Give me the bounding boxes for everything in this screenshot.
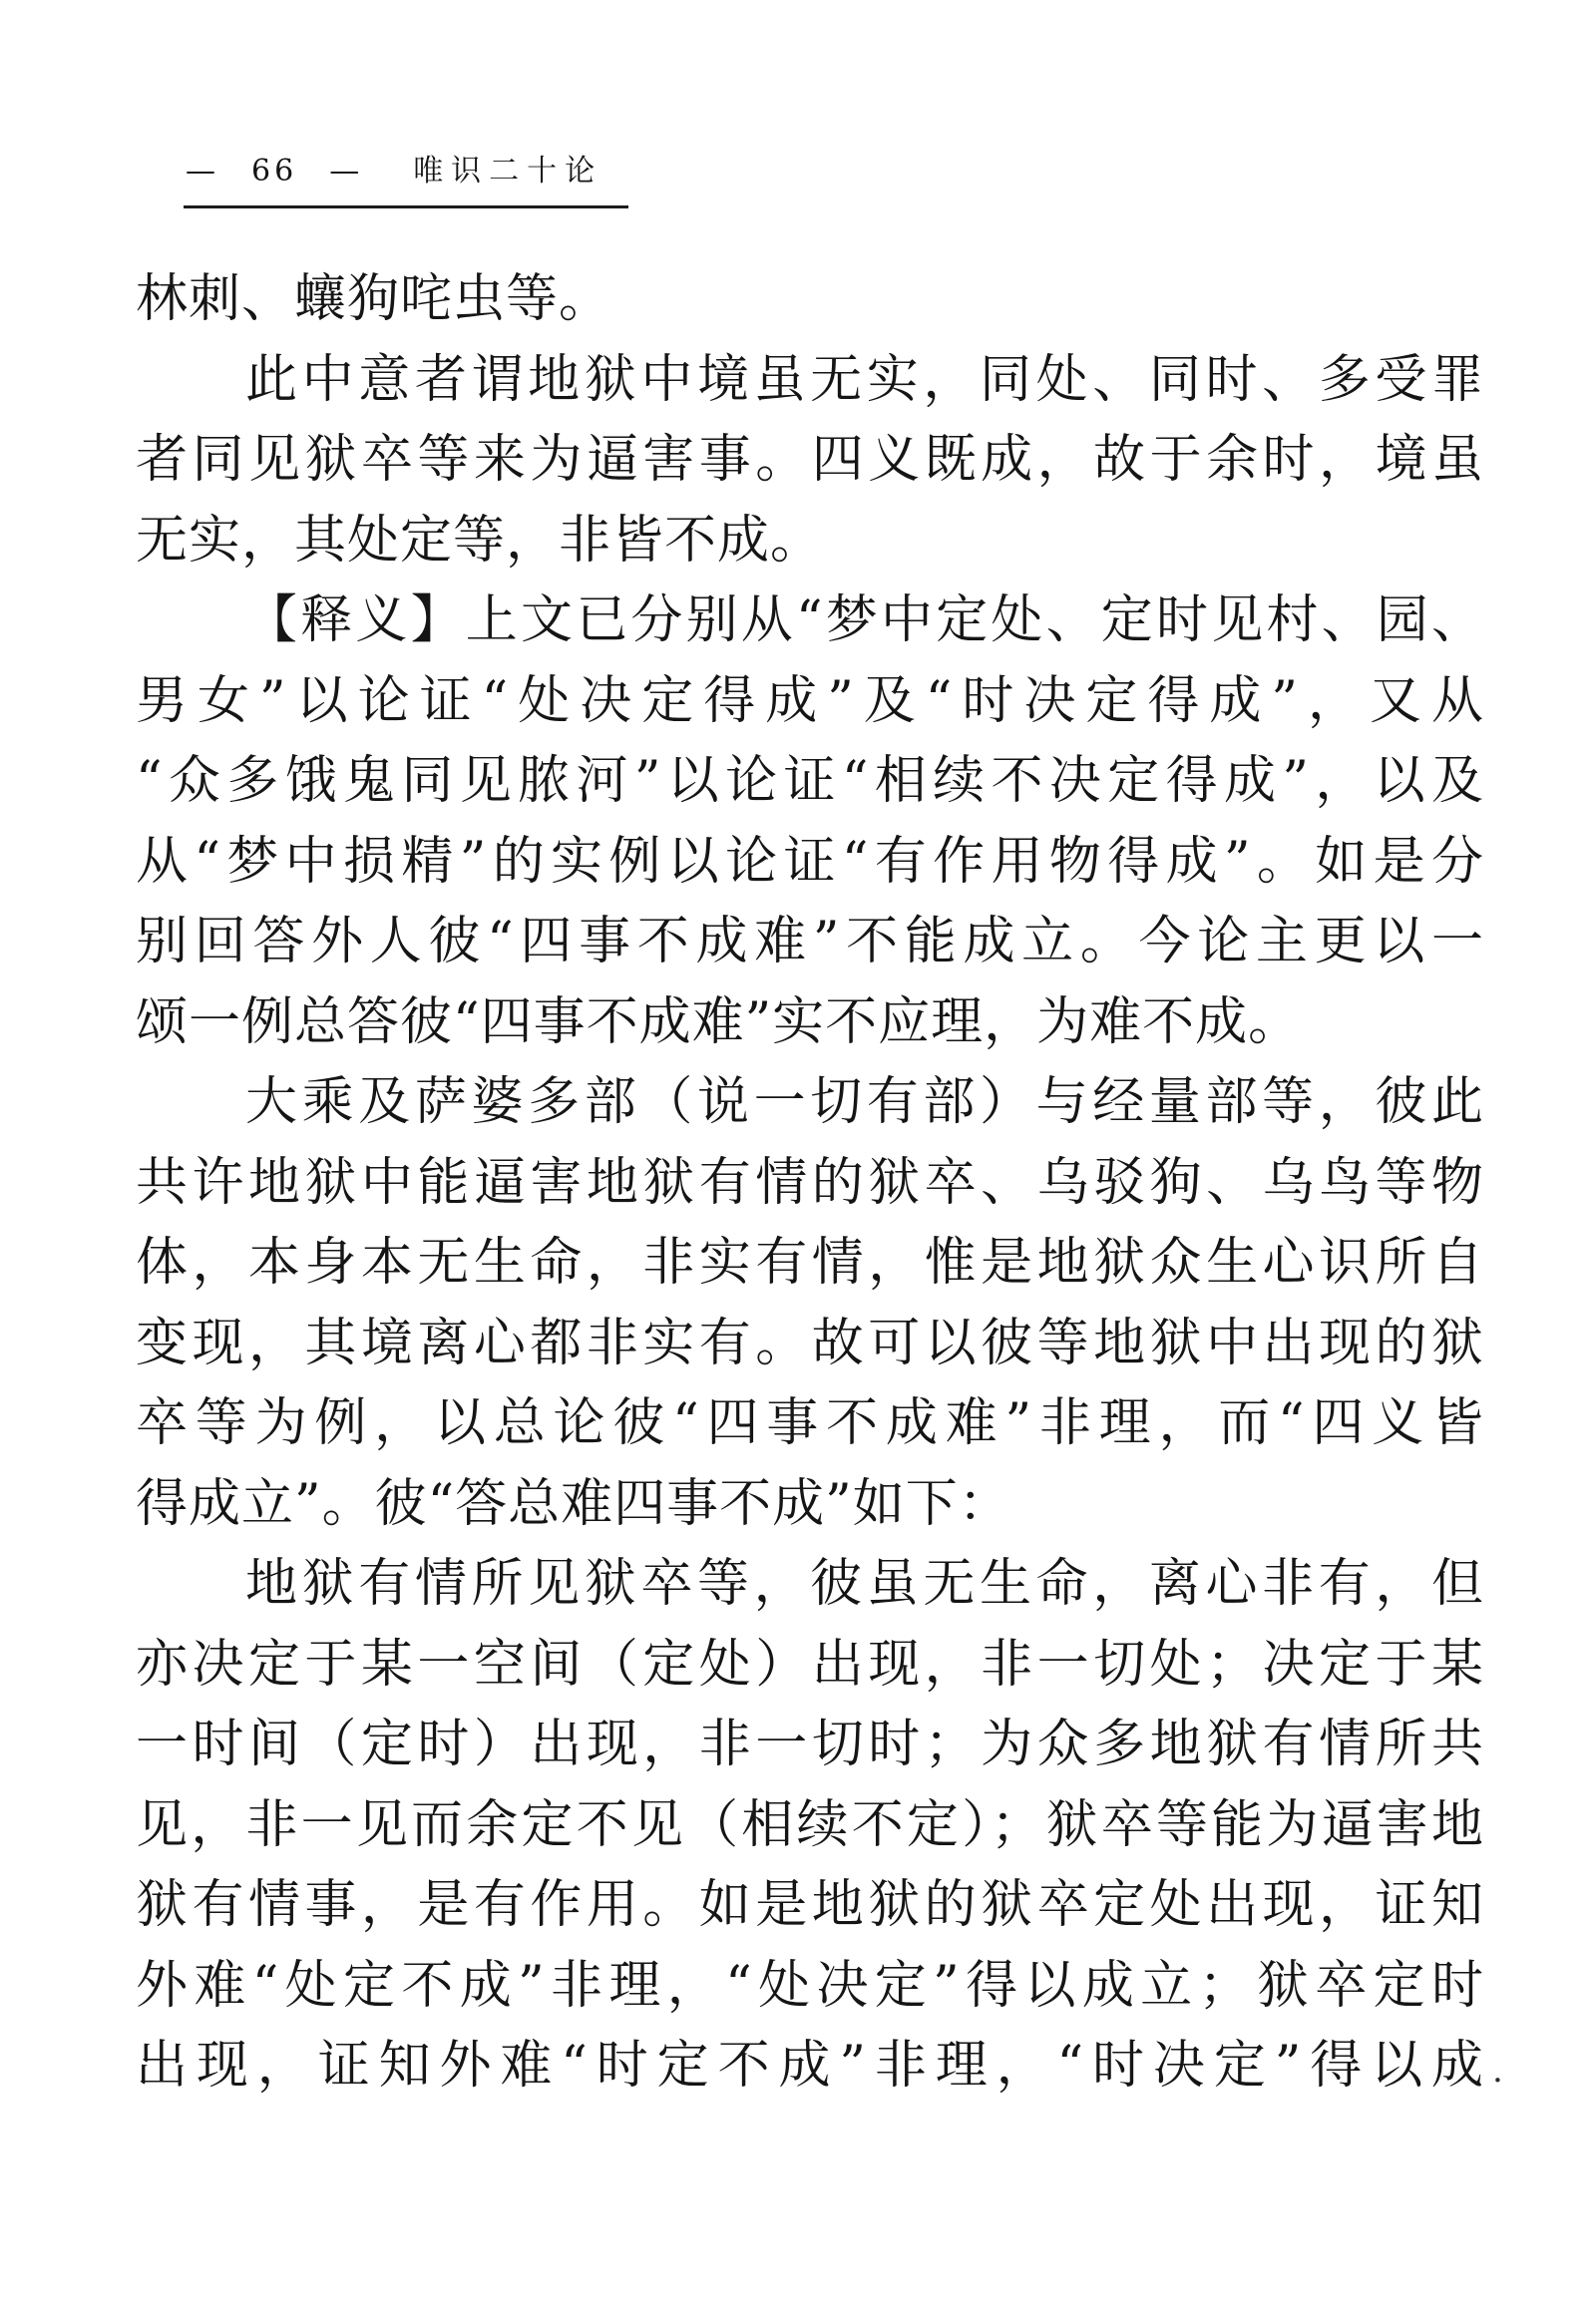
text-line: 男女”以论证“处决定得成”及“时决定得成”，又从 bbox=[136, 670, 1484, 731]
text-line: 出现，证知外难“时定不成”非理，“时决定”得以成 bbox=[136, 2036, 1484, 2096]
text-line: “众多饿鬼同见脓河”以论证“相续不决定得成”，以及 bbox=[136, 751, 1484, 811]
text-line: 亦决定于某一空间（定处）出现，非一切处；决定于某 bbox=[136, 1634, 1484, 1695]
text-line: 共许地狱中能逼害地狱有情的狱卒、乌驳狗、乌鸟等物 bbox=[136, 1152, 1484, 1213]
header-dash-right: — bbox=[329, 154, 364, 189]
text-line: 变现，其境离心都非实有。故可以彼等地狱中出现的狱 bbox=[136, 1313, 1484, 1373]
text-line: 地狱有情所见狱卒等，彼虽无生命，离心非有，但 bbox=[245, 1554, 1484, 1614]
scan-artifact-dot: . bbox=[1492, 2051, 1503, 2091]
text-line: 从“梦中损精”的实例以论证“有作用物得成”。如是分 bbox=[136, 831, 1484, 892]
text-line: 大乘及萨婆多部（说一切有部）与经量部等，彼此 bbox=[245, 1072, 1484, 1132]
text-line: 林刺、蠰狗咤虫等。 bbox=[136, 269, 612, 329]
page-number: 66 bbox=[251, 154, 298, 189]
text-line: 狱有情事，是有作用。如是地狱的狱卒定处出现，证知 bbox=[136, 1875, 1484, 1935]
text-line: 别回答外人彼“四事不成难”不能成立。今论主更以一 bbox=[136, 912, 1484, 971]
text-line: 此中意者谓地狱中境虽无实，同处、同时、多受罪 bbox=[245, 349, 1484, 410]
text-line: 【释义】上文已分别从“梦中定处、定时见村、园、 bbox=[245, 590, 1484, 650]
text-line: 无实，其处定等，非皆不成。 bbox=[136, 510, 824, 571]
text-line: 见，非一见而余定不见（相续不定）；狱卒等能为逼害地 bbox=[136, 1794, 1484, 1855]
text-line: 体，本身本无生命，非实有情，惟是地狱众生心识所自 bbox=[136, 1233, 1484, 1293]
text-line: 外难“处定不成”非理，“处决定”得以成立；狱卒定时 bbox=[136, 1955, 1484, 2016]
text-line: 一时间（定时）出现，非一切时；为众多地狱有情所共 bbox=[136, 1715, 1484, 1774]
text-line: 卒等为例，以总论彼“四事不成难”非理，而“四义皆 bbox=[136, 1393, 1484, 1453]
text-line: 颂一例总答彼“四事不成难”实不应理，为难不成。 bbox=[136, 991, 1302, 1052]
book-title: 唯识二十论 bbox=[413, 154, 603, 189]
page-body bbox=[136, 259, 1484, 2107]
running-header bbox=[184, 146, 628, 208]
header-dash-left: — bbox=[186, 154, 219, 189]
text-line: 得成立”。彼“答总难四事不成”如下： bbox=[136, 1473, 1011, 1534]
text-line: 者同见狱卒等来为逼害事。四义既成，故于余时，境虽 bbox=[136, 430, 1484, 490]
